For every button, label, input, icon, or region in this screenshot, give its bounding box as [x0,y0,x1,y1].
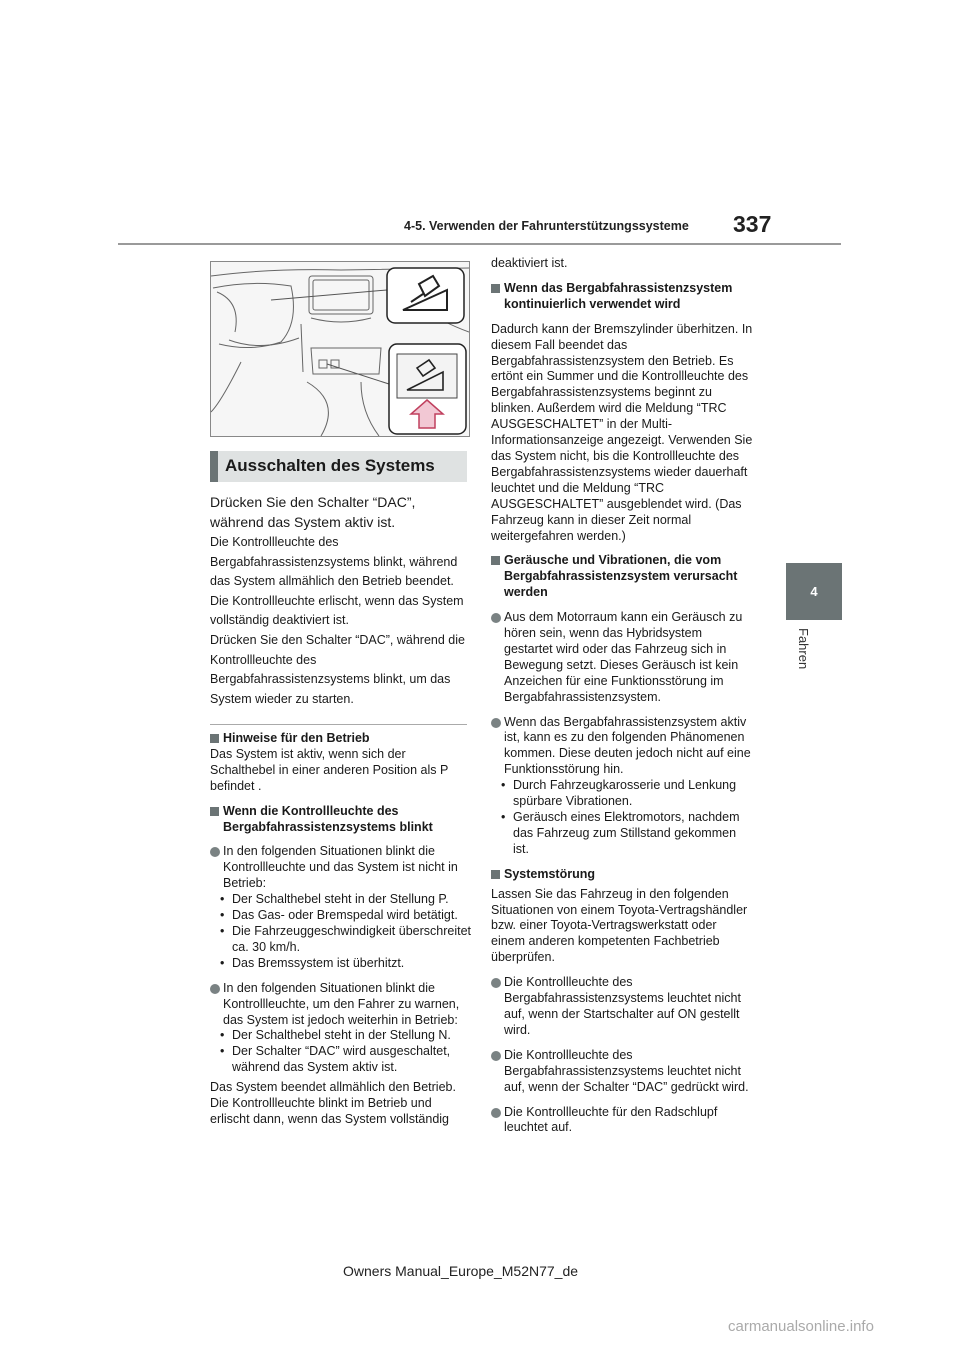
note-heading: Wenn die Kontrollleuchte des Bergabfahrassistenzsystems blinkt [210,804,472,836]
instruction-body [210,533,472,709]
footer-document-id: Owners Manual_Europe_M52N77_de [343,1263,579,1279]
dac-switch-location-diagram [211,262,469,436]
instruction-lead: Drücken Sie den Schalter “DAC”, während das System aktiv ist. [210,494,416,530]
note-text: Das System ist aktiv, wenn sich der Schalthebel in einer anderen Position als P befindet . [210,746,449,793]
note-dot-item: Wenn das Bergabfahrassistenzsystem aktiv ist, kann es zu den folgenden Phänomenen kommen. Diese deuten jedoch nicht auf eine Funktionsstörung hin. [491,715,753,779]
watermark: carmanualsonline.info [728,1318,874,1335]
note-dot-item: Die Kontrollleuchte für den Radschlupf leuchtet auf. [491,1105,753,1137]
note-text: Lassen Sie das Fahrzeug in den folgenden Situationen von einem Toyota-Vertragshändler bzw. einer Toyota-Vertragswerkstatt oder einem anderen kompetenten Fachbetrieb überprüfen. [491,886,748,965]
note-dot-item: In den folgenden Situationen blinkt die Kontrollleuchte und das System ist nicht in Betrieb: [210,844,472,892]
note-bullet: • Der Schalthebel steht in der Stellung N. [210,1028,472,1044]
section-heading-text: Ausschalten des Systems [225,456,435,475]
section-heading [210,451,467,482]
note-dot-item: Die Kontrollleuchte des Bergabfahrassistenzsystems leuchtet nicht auf, wenn der Schalter “DAC” gedrückt wird. [491,1048,753,1096]
note-text: deaktiviert ist. [491,256,568,270]
chapter-label: Fahren [796,628,811,670]
left-notes-column [210,731,472,1128]
note-dot-item: Die Kontrollleuchte des Bergabfahrassistenzsystems leuchtet nicht auf, wenn der Startschalter auf ON gestellt wird. [491,975,753,1039]
note-bullet: • Der Schalter “DAC” wird ausgeschaltet, während das System aktiv ist. [210,1044,472,1076]
note-heading: Hinweise für den Betrieb [210,731,472,747]
note-dot-item: Aus dem Motorraum kann ein Geräusch zu hören sein, wenn das Hybridsystem gestartet wird oder das Fahrzeug sich in Bewegung setzt. Dieses Geräusch ist kein Anzeichen für eine Funktionsstörung im Bergabfahrassistenzsystem. [491,610,753,705]
note-text: Das System beendet allmählich den Betrieb. Die Kontrollleuchte blinkt im Betrieb und erlischt dann, wenn das System vollständig [210,1080,456,1126]
note-bullet: • Geräusch eines Elektromotors, nachdem das Fahrzeug zum Stillstand gekommen ist. [491,810,753,858]
note-heading: Wenn das Bergabfahrassistenzsystem kontinuierlich verwendet wird [491,281,753,313]
note-bullet: • Das Gas- oder Bremspedal wird betätigt. [210,908,472,924]
right-notes-column [491,256,753,1136]
body-paragraph: Die Kontrollleuchte des Bergabfahrassistenzsystems blinkt, während das System allmählich den Betrieb beendet. Die Kontrollleuchte erlischt, wenn das System vollständig deaktiviert ist. [210,535,464,628]
note-bullet: • Die Fahrzeuggeschwindigkeit überschreitet ca. 30 km/h. [210,924,472,956]
header-divider [118,243,841,245]
dashboard-illustration [210,261,470,437]
note-bullet: • Durch Fahrzeugkarosserie und Lenkung spürbare Vibrationen. [491,778,753,810]
chapter-tab: 4 [786,563,842,620]
note-text: Dadurch kann der Bremszylinder überhitzen. In diesem Fall beendet das Bergabfahrassistenzsystem den Betrieb. Es ertönt ein Summer und die Kontrollleuchte des Bergabfahrassistenzsystems beginnt zu blinken. Außerdem wird die Meldung “TRC AUSGESCHALTET” in der Multi-Informationsanzeige angezeigt. Verwenden Sie das System nicht, bis die Kontrollleuchte des Bergabfahrassistenzsystems wieder dauerhaft leuchtet und die Meldung “TRC AUSGESCHALTET” ausgeblendet wird. (Das Fahrzeug kann in dieser Zeit normal weitergefahren werden.) [491,321,753,543]
body-paragraph: Drücken Sie den Schalter “DAC”, während die Kontrollleuchte des Bergabfahrassistenzsystems blinkt, um das System wieder zu starten. [210,632,465,706]
note-heading: Systemstörung [491,867,753,883]
page-number: 337 [733,211,772,237]
note-heading: Geräusche und Vibrationen, die vom Bergabfahrassistenzsystem verursacht werden [491,553,753,601]
note-bullet: • Das Bremssystem ist überhitzt. [210,956,472,972]
note-bullet: • Der Schalthebel steht in der Stellung P. [210,892,472,908]
notes-divider [210,724,467,725]
note-dot-item: In den folgenden Situationen blinkt die Kontrollleuchte, um den Fahrer zu warnen, das System ist jedoch weiterhin in Betrieb: [210,981,472,1029]
header-section-title: 4-5. Verwenden der Fahrunterstützungssysteme [404,219,689,233]
